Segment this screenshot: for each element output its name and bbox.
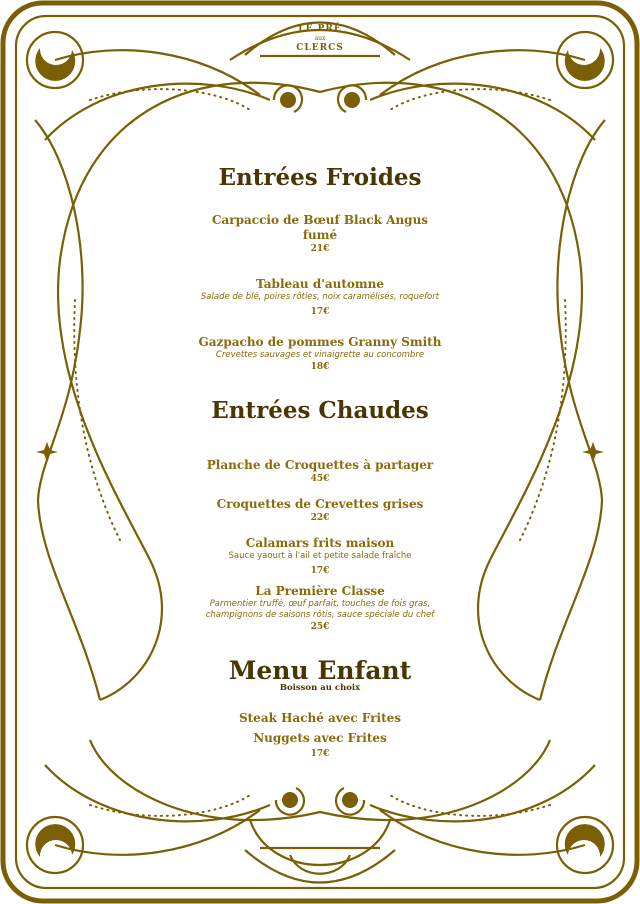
item-price: 17€	[310, 749, 330, 759]
item-price: 22€	[310, 513, 330, 523]
menu-item	[120, 335, 520, 374]
section-title-menu-enfant: Menu Enfant	[228, 656, 412, 685]
item-name: Planche de Croquettes à partager	[206, 458, 434, 472]
item-name: Croquettes de Crevettes grises	[216, 497, 424, 511]
item-name: Calamars frits maison	[245, 536, 395, 550]
item-description: Crevettes sauvages et vinaigrette au concombre	[215, 350, 425, 360]
menu-item	[120, 497, 520, 525]
menu-item	[120, 458, 520, 486]
brand-line-2: aux	[314, 35, 326, 42]
menu-item	[120, 731, 520, 761]
menu-item	[120, 584, 520, 634]
section-title-entrees-froides: Entrées Froides	[218, 164, 422, 191]
section-subtitle: Boisson au choix	[279, 683, 361, 693]
item-description: Salade de blé, poires rôties, noix caramélisés, roquefort	[200, 292, 440, 302]
brand-line-3: CLERCS	[296, 43, 344, 53]
menu-item	[120, 536, 520, 578]
section-title-entrees-chaudes: Entrées Chaudes	[211, 397, 429, 424]
item-price: 25€	[310, 622, 330, 632]
item-name: Tableau d'automne	[256, 277, 384, 291]
item-price: 17€	[310, 307, 330, 317]
item-price: 45€	[310, 474, 330, 484]
item-name: Nuggets avec Frites	[253, 731, 387, 745]
item-description: Parmentier truffé, œuf parfait, touches de fois gras, champignons de saisons rôtis, sauce spéciale du chef	[205, 599, 435, 620]
brand-line-1: LE PRÉ	[298, 24, 342, 34]
menu-item	[120, 711, 520, 726]
item-price: 17€	[310, 566, 330, 576]
item-price: 21€	[310, 244, 330, 254]
item-name: Steak Haché avec Frites	[238, 711, 402, 725]
item-price: 18€	[310, 362, 330, 372]
menu-item	[120, 277, 520, 319]
item-description: Sauce yaourt à l'ail et petite salade fraîche	[228, 551, 412, 561]
item-name: La Première Classe	[255, 584, 385, 598]
item-name: Gazpacho de pommes Granny Smith	[198, 335, 442, 349]
item-name: Carpaccio de Bœuf Black Angus fumé	[211, 213, 429, 242]
menu-item	[120, 213, 520, 256]
brand-logo	[0, 24, 640, 54]
